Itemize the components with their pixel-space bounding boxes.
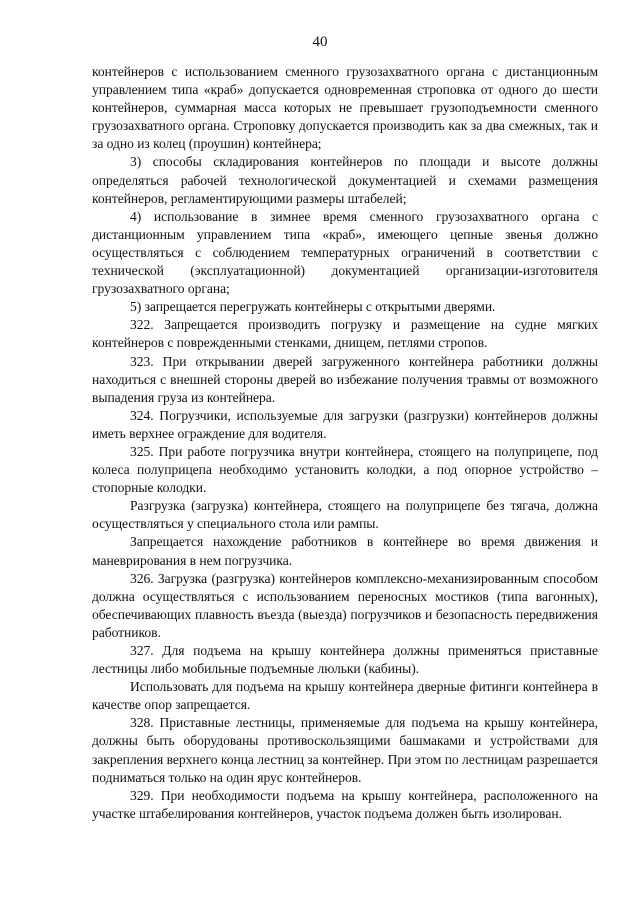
paragraph-325: 325. При работе погрузчика внутри контейнера, стоящего на полуприцепе, под колеса полуприцепа необходимо установить колодки, а под опорное устройство – стопорные колодки.: [92, 443, 598, 496]
paragraph-327: 327. Для подъема на крышу контейнера должны применяться приставные лестницы либо мобильные подъемные люльки (кабины).: [92, 643, 598, 677]
paragraph-327-prohibition: Использовать для подъема на крышу контейнера дверные фитинги контейнера в качестве опор запрещается.: [92, 679, 598, 713]
paragraph-329: 329. При необходимости подъема на крышу контейнера, расположенного на участке штабелирования контейнеров, участок подъема должен быть изолирован.: [92, 787, 598, 821]
document-body: [92, 63, 598, 823]
paragraph-item-3: 3) способы складирования контейнеров по площади и высоте должны определяться рабочей технологической документацией и схемами размещения контейнеров, регламентирующими размеры штабелей;: [92, 154, 598, 206]
paragraph-item-5: 5) запрещается перегружать контейнеры с открытыми дверями.: [130, 299, 496, 315]
paragraph-item-4: 4) использование в зимнее время сменного грузозахватного органа с дистанционным управлением типа «краб», имеющего цепные звенья должно осуществляться с соблюдением температурных ограничений в соответствии с технической (эксплуатационной) документацией организации-изготовителя грузозахватного органа;: [92, 208, 598, 297]
paragraph-325-prohibition: Запрещается нахождение работников в контейнере во время движения и маневрирования в нем погрузчика.: [92, 534, 598, 568]
paragraph-328: 328. Приставные лестницы, применяемые для подъема на крышу контейнера, должны быть оборудованы противоскользящими башмаками и устройствами для закрепления верхнего конца лестниц за контейнер. При этом по лестницам разрешается подниматься только на один ярус контейнеров.: [92, 715, 598, 785]
paragraph-continuation: контейнеров с использованием сменного грузозахватного органа с дистанционным управлением типа «краб» допускается одновременная строповка от одного до шести контейнеров, суммарная масса которых не превышает грузоподъемности сменного грузозахватного органа. Строповку допускается производить как за два смежных, так и за одно из колец (проушин) контейнера;: [92, 64, 598, 152]
paragraph-323: 323. При открывании дверей загруженного контейнера работники должны находиться с внешней стороны дверей во избежание получения травмы от возможного выпадения груза из контейнера.: [92, 353, 598, 405]
page-number: 40: [312, 34, 328, 50]
paragraph-322: 322. Запрещается производить погрузку и размещение на судне мягких контейнеров с поврежденными стенками, днищем, петлями стропов.: [92, 317, 598, 351]
paragraph-324: 324. Погрузчики, используемые для загрузки (разгрузки) контейнеров должны иметь верхнее ограждение для водителя.: [92, 407, 598, 441]
paragraph-326: 326. Загрузка (разгрузка) контейнеров комплексно-механизированным способом должна осуществляться с использованием переносных мостиков (типа вагонных), обеспечивающих плавность въезда (выезда) погрузчиков и безопасность передвижения работников.: [92, 570, 598, 640]
paragraph-325-unloading: Разгрузка (загрузка) контейнера, стоящего на полуприцепе без тягача, должна осуществляться у специального стола или рампы.: [92, 498, 598, 532]
